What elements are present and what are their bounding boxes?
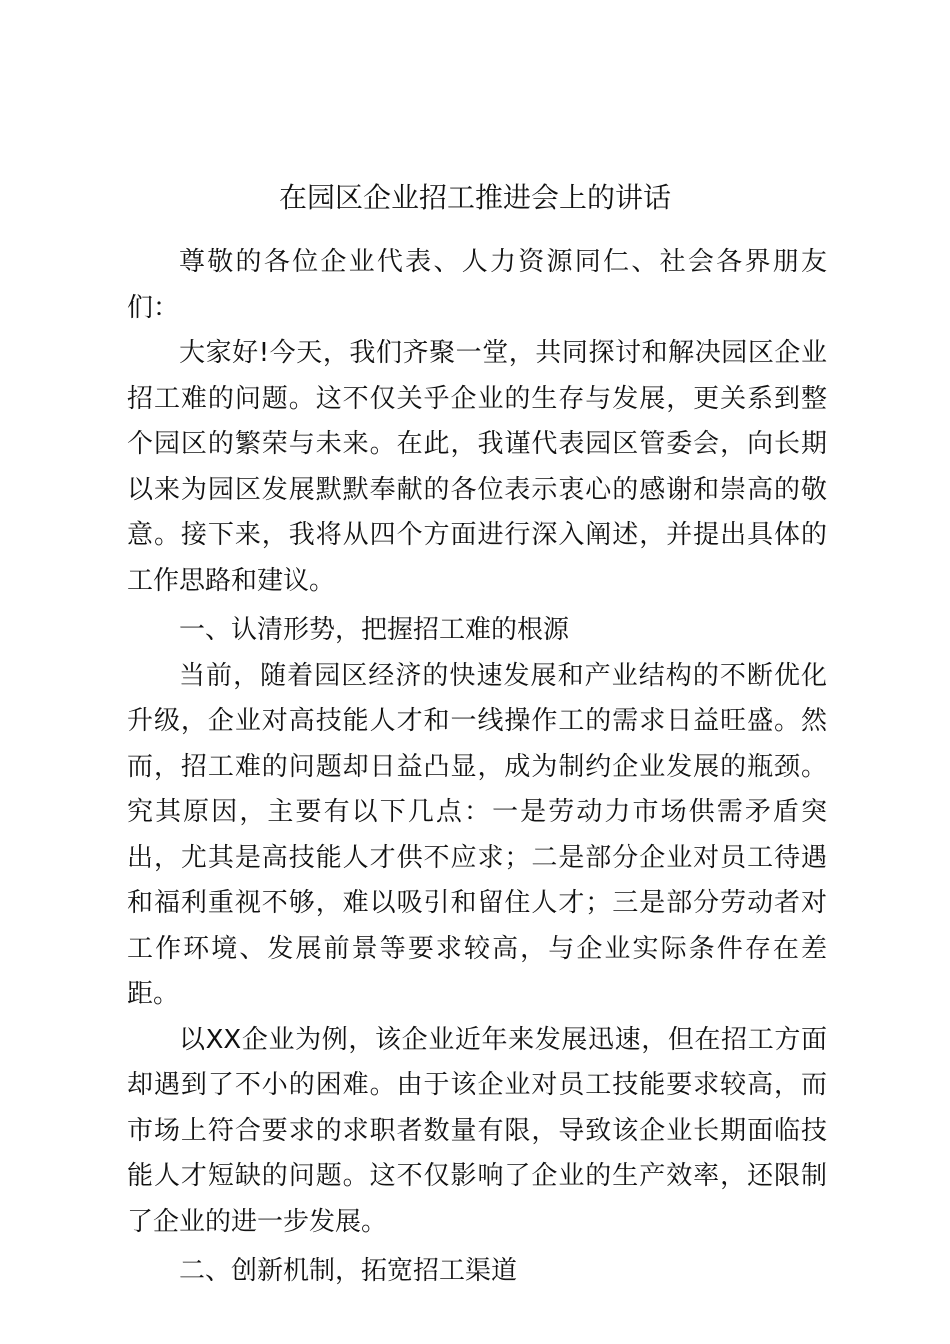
document-title: 在园区企业招工推进会上的讲话 xyxy=(278,181,671,214)
paragraph-section1-1: 当前，随着园区经济的快速发展和产业结构的不断优化升级，企业对高技能人才和一线操作工的需求日益旺盛。然而，招工难的问题却日益凸显，成为制约企业发展的瓶颈。究其原因，主要有以下几点：一是劳动力市场供需矛盾突出，尤其是高技能人才供不应求；二是部分企业对员工待遇和福利重视不够，难以吸引和留住人才；三是部分劳动者对工作环境、发展前景等要求较高，与企业实际条件存在差距。 xyxy=(127,660,827,1009)
salutation: 尊敬的各位企业代表、人力资源同仁、社会各界朋友们： xyxy=(127,247,827,323)
document-body xyxy=(127,240,827,1295)
section-heading-2: 二、创新机制，拓宽招工渠道 xyxy=(179,1256,518,1286)
paragraph-section1-2: 以XX企业为例，该企业近年来发展迅速，但在招工方面却遇到了不小的困难。由于该企业对员工技能要求较高，而市场上符合要求的求职者数量有限，导致该企业长期面临技能人才短缺的问题。这不仅影响了企业的生产效率，还限制了企业的进一步发展。 xyxy=(127,1024,827,1237)
paragraph-opening: 大家好!今天，我们齐聚一堂，共同探讨和解决园区企业招工难的问题。这不仅关乎企业的生存与发展，更关系到整个园区的繁荣与未来。在此，我谨代表园区管委会，向长期以来为园区发展默默奉献的各位表示衷心的感谢和崇高的敬意。接下来，我将从四个方面进行深入阐述，并提出具体的工作思路和建议。 xyxy=(127,338,827,596)
section-heading-1: 一、认清形势，把握招工难的根源 xyxy=(179,615,570,645)
